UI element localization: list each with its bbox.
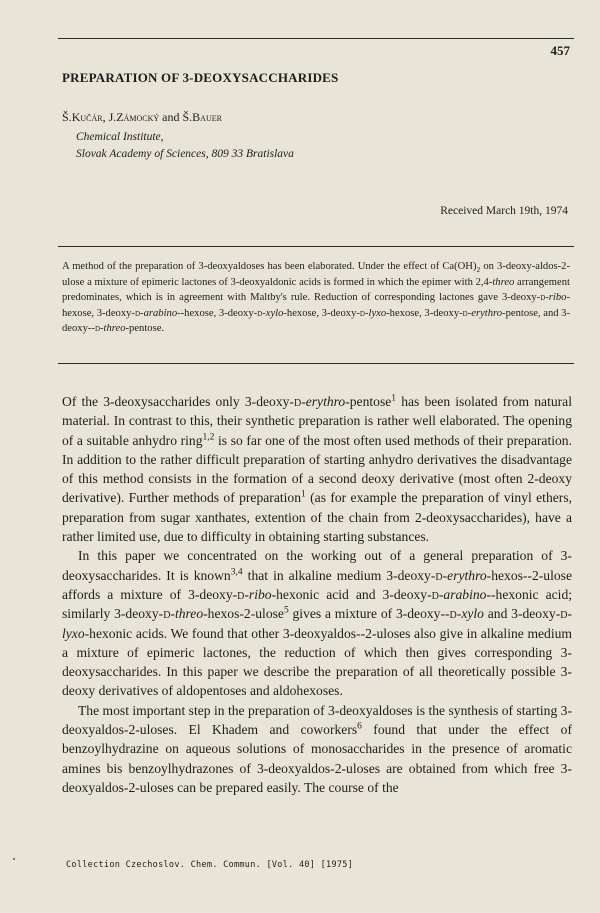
text-run: gives a mixture of 3-deoxy-- [288, 606, 450, 622]
text-run: threo [174, 606, 204, 622]
body-paragraph [62, 392, 572, 546]
author-separator: and [159, 110, 183, 124]
text-run: d [462, 307, 468, 319]
text-run: -hexos--2-ulose affords a mixture of 3-deoxy- [62, 567, 572, 602]
page-number: 457 [550, 43, 570, 58]
author-surname: Kučár [71, 110, 103, 124]
text-run: d [560, 606, 568, 622]
reference-superscript: 5 [283, 605, 289, 616]
text-run: has been isolated from natural material. In contrast to this, their synthetic preparation is rather well elaborated. The opening of a suitable anhydro ring [62, 394, 572, 448]
text-run: erythro [447, 567, 487, 583]
text-run: - [301, 394, 306, 409]
text-run: Of the 3-deoxysaccharides only 3-deoxy- [62, 394, 294, 409]
author-surname: Zámocký [116, 110, 160, 124]
affiliation-line: Slovak Academy of Sciences, 809 33 Bratislava [76, 148, 294, 160]
text-run: d [257, 307, 263, 319]
text-run: xylo [461, 606, 484, 622]
text-run: - [364, 307, 369, 319]
text-run: ribo [248, 586, 272, 602]
text-run: -pentose. [125, 323, 165, 335]
received-date: Received March 19th, 1974 [440, 205, 568, 217]
author-initial: Š. [62, 110, 72, 124]
text-run: The most important step in the preparation of 3-deoxyaldoses is the synthesis of starting 3-deoxyaldos-2-uloses. El Khadem and coworkers [62, 702, 572, 738]
text-run: - [438, 586, 444, 602]
text-run: that in alkaline medium 3-deoxy- [242, 567, 436, 583]
journal-footer: Collection Czechoslov. Chem. Commun. [Vol. 40] [1975] [66, 860, 354, 870]
text-run: - [442, 567, 448, 583]
text-run: -hexose, 3-deoxy- [283, 307, 360, 319]
author-initial: Š. [182, 110, 193, 124]
text-run: - [170, 606, 175, 622]
text-run: -hexos-2-ulose [203, 606, 284, 622]
text-run: -hexose, 3-deoxy- [62, 292, 570, 319]
text-run: -hexose, 3-deoxy- [386, 307, 463, 319]
reference-superscript: 1 [391, 393, 397, 404]
text-run: -pentose, and 3-deoxy-- [62, 307, 571, 335]
text-run: - [545, 292, 549, 304]
text-run: --hexose, 3-deoxy- [177, 307, 258, 319]
text-run: xylo [265, 307, 284, 319]
author-surname: Bauer [192, 110, 222, 124]
affiliation [76, 129, 294, 163]
text-run: ribo [548, 292, 567, 304]
reference-superscript: 6 [357, 721, 362, 732]
text-run: -hexonic acids. We found that other 3-deoxyaldos--2-uloses also give in alkaline medium a mixture of epimeric lactones, the reduction of which then gives corresponding 3-deoxysaccharides. In this paper we describe the preparation of all theoretically possible 3-deoxy derivatives of aldopentoses and aldohexoses. [62, 625, 572, 699]
author-initial: J. [108, 110, 117, 124]
text-run: is so far one of the most often used methods of their preparation. In addition to the rather difficult preparation of starting anhydro derivatives the disadvantage of this method consists in the formation of a second deoxy derivative (most often 2-deoxy derivative). Further methods of preparation [62, 432, 572, 506]
text-run: erythro [471, 307, 503, 319]
text-run: lyxo [62, 625, 85, 641]
text-run: - [262, 307, 266, 319]
abstract-bottom-rule [58, 363, 574, 364]
text-run: - [456, 606, 462, 622]
text-run: d [134, 307, 141, 319]
text-run: arabino [443, 586, 487, 602]
text-run: d [359, 307, 365, 319]
text-run: found that under the effect of benzoylhydrazine on aqueous solutions of monosaccharides in the presence of aromatic amines bis benzoylhydrazones of 3-deoxyaldos-2-uloses are obtained from which free 3-deoxyaldos-2-uloses can be prepared easily. The course of the [62, 722, 572, 795]
article-body [62, 392, 572, 797]
text-run: d [163, 606, 171, 622]
reference-superscript: 3,4 [230, 567, 243, 578]
text-run: d [449, 606, 457, 622]
header-rule [58, 38, 574, 39]
text-run: threo [103, 323, 126, 335]
text-run: --hexonic acid; similarly 3-deoxy- [62, 586, 573, 622]
article-title: PREPARATION OF 3-DEOXYSACCHARIDES [62, 70, 339, 85]
text-run: d [435, 567, 443, 583]
affiliation-line: Chemical Institute, [76, 131, 164, 143]
text-run: In this paper we concentrated on the working out of a general preparation of 3-deoxysaccharides. It is known [62, 548, 572, 583]
text-run: erythro [305, 394, 346, 409]
author-separator: , [102, 110, 109, 124]
text-run: arrangement predominates, which is in agreement with Maltby's rule. Reduction of corresponding lactones gave 3-deoxy- [62, 276, 570, 304]
text-run: - [140, 307, 144, 319]
reference-superscript: 1 [301, 489, 306, 500]
text-run: d [431, 586, 439, 602]
text-run: d [237, 586, 245, 602]
reference-superscript: 1,2 [202, 432, 215, 443]
text-run: arabino [143, 307, 178, 319]
body-paragraph [62, 546, 572, 700]
text-run: - [244, 586, 249, 602]
body-paragraph [62, 701, 572, 797]
text-run: d [94, 323, 101, 335]
abstract-top-rule [58, 246, 574, 247]
author-list [62, 110, 222, 125]
text-run: - [100, 323, 104, 335]
text-run: -pentose [345, 394, 392, 409]
text-run: on 3-deoxy-aldos-2-ulose a mixture of epimeric lactones of 3-deoxyaldonic acids is formed in which the epimer with 2,4- [62, 261, 570, 288]
text-run: - [567, 606, 572, 622]
subscript: 2 [476, 265, 481, 275]
text-run: d [540, 292, 546, 304]
text-run: - [467, 307, 472, 319]
text-run: (as for example the preparation of vinyl ethers, preparation from sugar xanthates, extention of the chain from 2-deoxysaccharides), have a rather limited use, due to difficulty in obtaining starting substances. [62, 490, 573, 545]
text-run: threo [492, 276, 515, 288]
abstract [62, 259, 570, 337]
text-run: A method of the preparation of 3-deoxyaldoses has been elaborated. Under the effect of Ca(OH) [62, 261, 477, 272]
text-run: and 3-deoxy- [483, 606, 561, 622]
text-run: lyxo [368, 307, 387, 319]
text-run: d [293, 394, 302, 409]
margin-mark [13, 858, 15, 860]
text-run: -hexonic acid and 3-deoxy- [271, 586, 432, 602]
